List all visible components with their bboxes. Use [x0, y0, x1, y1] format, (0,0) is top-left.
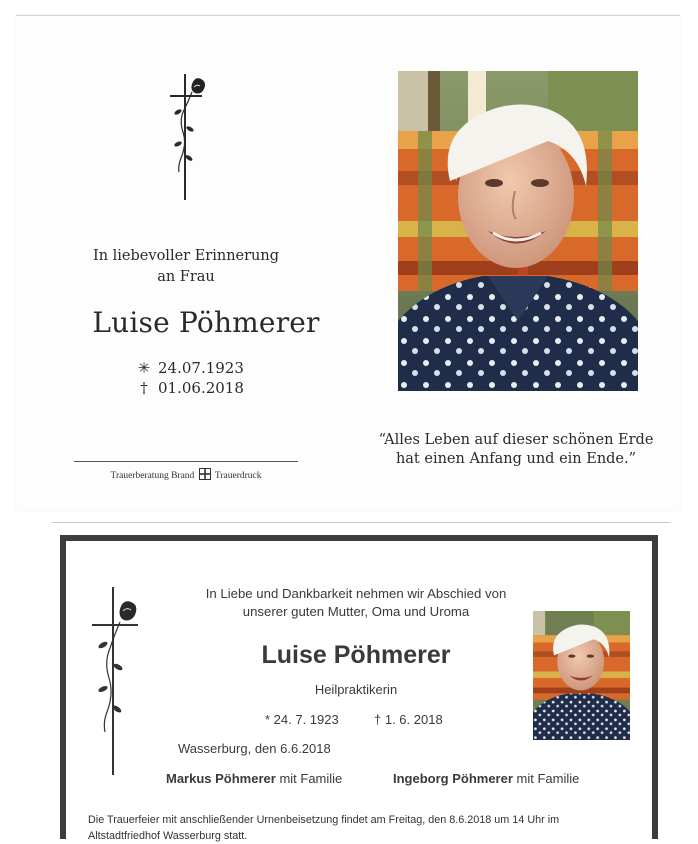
life-dates [134, 358, 244, 398]
obituary-notice [60, 535, 658, 842]
death-date: 01.06.2018 [158, 379, 244, 397]
death-cross-icon: † [140, 379, 148, 397]
cross-box-icon [199, 468, 211, 480]
quote-line: “Alles Leben auf dieser schönen Erde [378, 432, 654, 448]
intro-line: an Frau [157, 269, 215, 285]
place-and-date: Wasserburg, den 6.6.2018 [178, 741, 331, 756]
cross-with-rose-icon [166, 74, 210, 202]
deceased-name: Luise Pöhmerer [92, 306, 320, 339]
family-suffix: mit Familie [275, 771, 343, 786]
birth-date: * 24. 7. 1923 [265, 712, 339, 727]
notice-line: Die Trauerfeier mit anschließender Urnenbeisetzung findet am Freitag, den 8.6.2018 um 14 Uhr im [88, 814, 560, 826]
family-signature-2 [393, 771, 579, 786]
deceased-name: Luise Pöhmerer [261, 641, 451, 669]
obituary-intro [166, 585, 546, 621]
family-member-name: Ingeborg Pöhmerer [393, 771, 513, 786]
portrait-image [398, 71, 638, 391]
portrait-photo [398, 71, 638, 391]
intro-line: In Liebe und Dankbarkeit nehmen wir Abschied von [205, 586, 507, 601]
cross-with-rose-icon [90, 587, 142, 777]
footer-right-text: Trauerdruck [214, 471, 262, 481]
notice-line: Altstadtfriedhof Wasserburg statt. [88, 830, 248, 842]
family-member-name: Markus Pöhmerer [166, 771, 276, 786]
printer-footer [74, 468, 298, 481]
quote-line: hat einen Anfang und ein Ende.” [395, 451, 637, 467]
footer-left-text: Trauerberatung Brand [110, 471, 195, 481]
page-separator [52, 522, 670, 523]
memorial-quote [371, 431, 661, 469]
family-suffix: mit Familie [512, 771, 580, 786]
death-date: † 1. 6. 2018 [374, 712, 443, 727]
funeral-notice [88, 812, 648, 844]
intro-line: In liebevoller Erinnerung [92, 248, 279, 264]
family-signature-1 [166, 771, 342, 786]
birth-row [134, 358, 244, 378]
death-row [134, 378, 244, 398]
portrait-thumbnail [533, 611, 630, 740]
divider [74, 461, 298, 462]
intro-line: unserer guten Mutter, Oma und Uroma [242, 604, 470, 619]
portrait-image [533, 611, 630, 740]
memorial-card-front [16, 15, 680, 511]
birth-date: 24.07.1923 [158, 359, 244, 377]
memorial-intro [76, 246, 296, 288]
birth-star-icon: ✳ [137, 359, 151, 377]
profession: Heilpraktikerin [314, 682, 398, 697]
